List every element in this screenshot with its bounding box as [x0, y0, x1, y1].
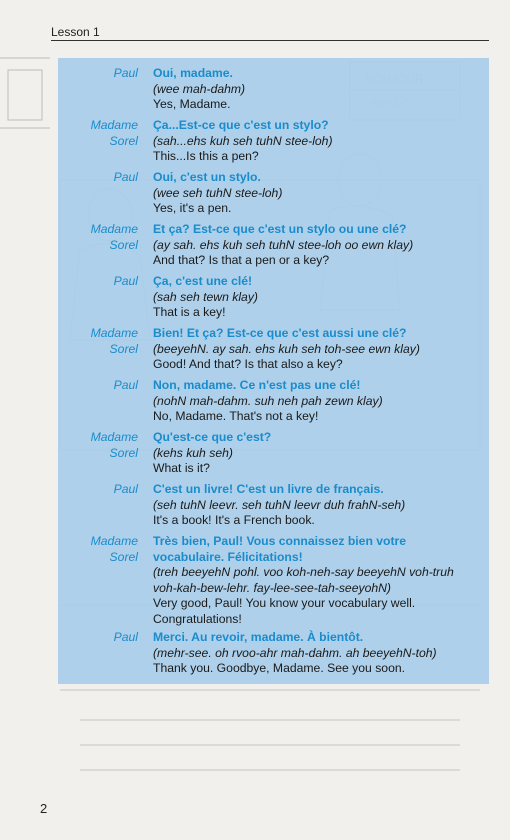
- pronunciation-line: (sah seh tewn klay): [153, 289, 258, 304]
- english-line: This...Is this a pen?: [153, 149, 259, 163]
- english-line: That is a key!: [153, 305, 226, 319]
- speaker-name: Madame Sorel: [90, 430, 138, 460]
- pronunciation-line: (mehr-see. oh rvoo-ahr mah-dahm. ah beeyehN-toh): [153, 645, 437, 660]
- french-line: Et ça? Est-ce que c'est un stylo ou une clé?: [153, 222, 407, 236]
- french-line: vocabulaire. Félicitations!: [153, 549, 303, 564]
- speaker-name: Paul: [113, 66, 138, 80]
- page-number: 2: [40, 801, 48, 816]
- speaker-name: Paul: [113, 378, 138, 392]
- french-line: Bien! Et ça? Est-ce que c'est aussi une clé?: [153, 326, 407, 340]
- french-line: Merci. Au revoir, madame. À bientôt.: [153, 630, 364, 644]
- english-line: Good! And that? Is that also a key?: [153, 357, 343, 371]
- pronunciation-line: (sah...ehs kuh seh tuhN stee-loh): [153, 133, 333, 148]
- english-line: What is it?: [153, 461, 210, 475]
- pronunciation-line: (nohN mah-dahm. suh neh pah zewn klay): [153, 393, 383, 408]
- french-line: Non, madame. Ce n'est pas une clé!: [153, 378, 361, 392]
- lesson-title: Lesson 1: [51, 25, 100, 39]
- speaker-name: Paul: [113, 170, 138, 184]
- pronunciation-line: (beeyehN. ay sah. ehs kuh seh toh-see ewn klay): [153, 341, 420, 356]
- french-line: Qu'est-ce que c'est?: [153, 430, 272, 444]
- english-line: Yes, it's a pen.: [153, 201, 232, 215]
- french-line: Ça, c'est une clé!: [153, 274, 253, 288]
- pronunciation-line: (treh beeyehN pohl. voo koh-neh-say beeyehN voh-truh: [153, 565, 454, 579]
- french-line: C'est un livre! C'est un livre de français.: [153, 482, 384, 496]
- speaker-name: Madame Sorel: [90, 118, 138, 148]
- english-line: Congratulations!: [153, 611, 242, 626]
- pronunciation-line: (wee seh tuhN stee-loh): [153, 185, 283, 200]
- french-line: Ça...Est-ce que c'est un stylo?: [153, 118, 329, 132]
- pronunciation-line: (ay sah. ehs kuh seh tuhN stee-loh oo ewn klay): [153, 237, 414, 252]
- english-line: And that? Is that a pen or a key?: [153, 253, 330, 267]
- pronunciation-line: (seh tuhN leevr. seh tuhN leevr duh frahN-seh): [153, 497, 406, 512]
- speaker-name: Paul: [113, 274, 138, 288]
- pronunciation-line: (wee mah-dahm): [153, 81, 246, 96]
- french-line: Oui, c'est un stylo.: [153, 170, 261, 184]
- french-line: Oui, madame.: [153, 66, 233, 80]
- english-line: Yes, Madame.: [153, 97, 231, 111]
- french-line: Très bien, Paul! Vous connaissez bien votre: [153, 534, 407, 548]
- speaker-name: Paul: [113, 482, 138, 496]
- speaker-name: Madame Sorel: [90, 222, 138, 252]
- english-line: Thank you. Goodbye, Madame. See you soon.: [153, 661, 406, 675]
- speaker-name: Madame Sorel: [90, 534, 138, 564]
- speaker-name: Paul: [113, 630, 138, 644]
- pronunciation-line: voh-kah-bew-lehr. fay-lee-see-tah-seeyohN): [153, 580, 391, 595]
- english-line: No, Madame. That's not a key!: [153, 409, 319, 423]
- english-line: Very good, Paul! You know your vocabulary well.: [153, 596, 416, 610]
- running-header: [51, 26, 489, 41]
- english-line: It's a book! It's a French book.: [153, 513, 315, 527]
- speaker-name: Madame Sorel: [90, 326, 138, 356]
- facing-page-edge: [0, 58, 50, 128]
- pronunciation-line: (kehs kuh seh): [153, 445, 233, 460]
